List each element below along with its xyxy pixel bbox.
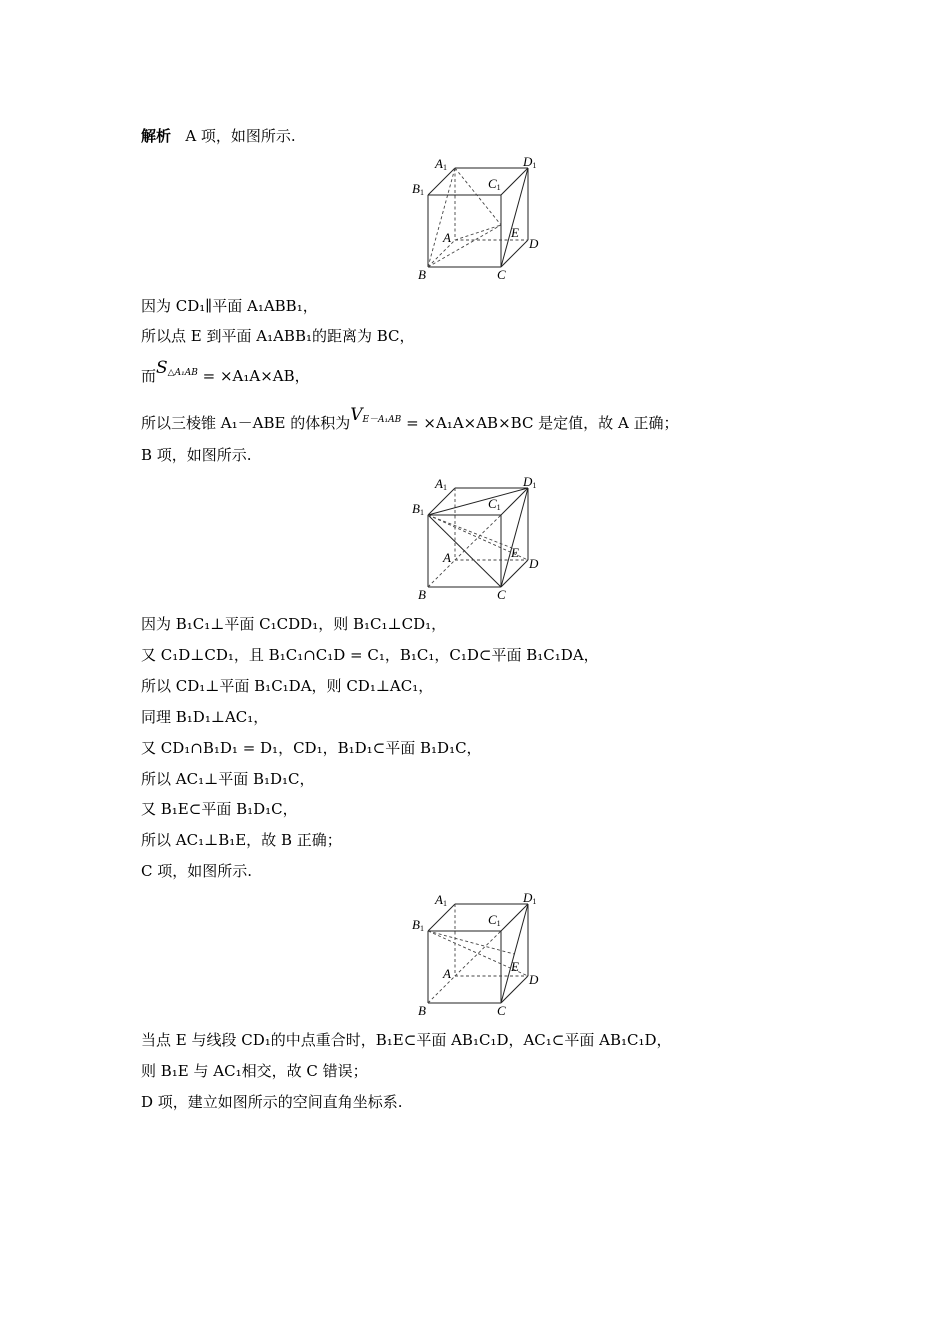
label-a: A xyxy=(443,230,451,245)
v-subscript: E－A₁AB xyxy=(362,415,402,425)
line-7: 因为 B₁C₁⊥平面 C₁CDD₁，则 B₁C₁⊥CD₁， xyxy=(141,615,447,633)
label-d: D xyxy=(529,972,539,987)
cube-figure-c xyxy=(405,888,555,1018)
line-5: 所以三棱锥 A₁－ABE 的体积为$V^{E-A_1AB} = \times A_1A\times AB\times BC$ 是定值，故 A 正确； xyxy=(141,405,679,432)
label-a: A xyxy=(443,966,451,981)
label-c1: C1 xyxy=(488,176,501,192)
line-15: C 项，如图所示. xyxy=(141,862,253,880)
label-b1: B1 xyxy=(412,181,424,197)
line-16: 当点 E 与线段 CD₁的中点重合时，B₁E⊂平面 AB₁C₁D，AC₁⊂平面 AB₁C₁D， xyxy=(141,1031,672,1049)
line-4: 而$S^{\triangle A_1AB} = \times A_1A\times AB$， xyxy=(141,358,310,385)
analysis-label: 解析 xyxy=(141,127,172,145)
line-9: 所以 CD₁⊥平面 B₁C₁DA，则 CD₁⊥AC₁， xyxy=(141,677,434,695)
line-2: 因为 CD₁∥平面 A₁ABB₁， xyxy=(141,297,318,315)
label-b1: B1 xyxy=(412,501,424,517)
s-subscript: △A₁AB xyxy=(167,368,198,378)
line-1 xyxy=(141,126,296,146)
line-14: 所以 AC₁⊥B₁E，故 B 正确； xyxy=(141,831,342,849)
label-d1: D1 xyxy=(523,890,537,906)
line-8: 又 C₁D⊥CD₁，且 B₁C₁∩C₁D = C₁，B₁C₁，C₁D⊂平面 B₁C₁DA， xyxy=(141,646,599,664)
label-c: C xyxy=(497,267,506,282)
label-e: E xyxy=(511,959,519,974)
line-10: 同理 B₁D₁⊥AC₁， xyxy=(141,708,269,726)
cube-figure-b xyxy=(405,472,555,602)
v-symbol: V xyxy=(350,405,363,425)
label-b1: B1 xyxy=(412,917,424,933)
label-a1: A1 xyxy=(435,892,447,908)
s-symbol: S xyxy=(156,358,168,378)
line-3: 所以点 E 到平面 A₁ABB₁的距离为 BC， xyxy=(141,327,415,345)
label-b: B xyxy=(418,1003,426,1018)
label-c: C xyxy=(497,587,506,602)
line-6: B 项，如图所示. xyxy=(141,446,252,464)
label-d: D xyxy=(529,556,539,571)
label-a: A xyxy=(443,550,451,565)
line-17: 则 B₁E 与 AC₁相交，故 C 错误； xyxy=(141,1062,368,1080)
line-13: 又 B₁E⊂平面 B₁D₁C， xyxy=(141,800,298,818)
line-11: 又 CD₁∩B₁D₁ = D₁，CD₁，B₁D₁⊂平面 B₁D₁C， xyxy=(141,739,482,757)
line-1-text: A 项，如图所示. xyxy=(185,127,296,145)
label-e: E xyxy=(511,225,519,240)
label-d1: D1 xyxy=(523,474,537,490)
line-12: 所以 AC₁⊥平面 B₁D₁C， xyxy=(141,770,315,788)
cube-figure-a xyxy=(405,152,555,282)
label-e: E xyxy=(511,545,519,560)
line-18: D 项，建立如图所示的空间直角坐标系. xyxy=(141,1093,403,1111)
label-d1: D1 xyxy=(523,154,537,170)
label-a1: A1 xyxy=(435,476,447,492)
label-a1: A1 xyxy=(435,156,447,172)
label-d: D xyxy=(529,236,539,251)
label-c1: C1 xyxy=(488,912,501,928)
label-c1: C1 xyxy=(488,496,501,512)
label-b: B xyxy=(418,587,426,602)
label-b: B xyxy=(418,267,426,282)
label-c: C xyxy=(497,1003,506,1018)
